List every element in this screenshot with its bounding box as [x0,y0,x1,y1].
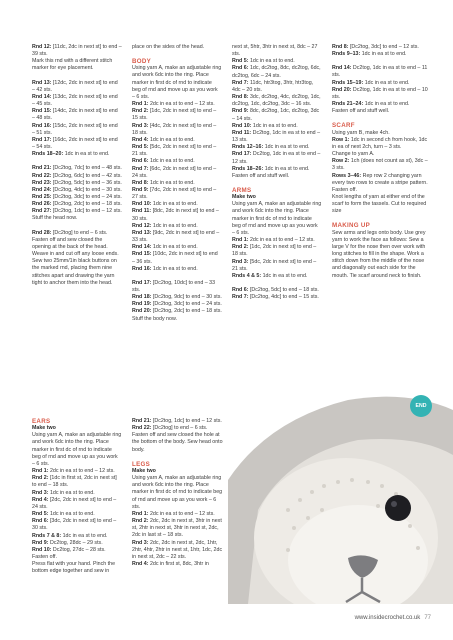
page-number: 77 [424,615,431,621]
instruction-text: Rep row 2 changing yarn every two rows to create a stripe pattern. [332,172,428,186]
instruction-line [232,130,322,144]
instruction-line [232,151,322,165]
instruction-line [132,166,222,180]
instruction-line [132,418,224,425]
instruction-line [32,194,122,201]
instruction-text: 1ch (does not count as st), 3dc – 3 sts. [332,158,428,172]
instruction-line [32,215,122,222]
instruction-text: [Dc2tog, 2dc] to end – 18 sts. [51,201,122,208]
instruction-line [232,44,322,58]
round-label: Rnd 22: [132,425,152,432]
instruction-line [132,208,222,222]
instruction-text: 2dc in ea st to end – 12 sts. [48,468,115,475]
instruction-line [332,108,432,115]
instruction-text: Stuff the head now. [32,215,78,222]
instruction-line [232,201,322,237]
instruction-text: 1dc in ea st to end. [363,101,410,108]
round-label: Row 2: [332,158,350,165]
instruction-text: 2dc in ea st to end – 12 sts. [148,101,215,108]
round-label: Rnd 5: [232,58,249,65]
round-label: Rnd 9: [232,108,249,115]
instruction-text: Dc2tog, 1dc in ea st to end – 13 sts. [232,129,321,144]
round-label: Rnd 19: [132,301,152,308]
instruction-text: 1dc in ea st to end. [61,532,108,539]
round-label: Rnd 12: [32,44,52,50]
instruction-line [132,123,222,137]
instruction-text: 1dc in ea st to end. [148,136,195,143]
instruction-line [32,490,122,497]
instruction-line [332,44,432,51]
instruction-text: 1dc in ea st to end. [148,179,195,186]
instruction-text: Using yarn A, make an adjustable ring and work 6dc into the ring. Place marker in first dc of rnd to indicate beg of rnd and move up as you work – 6 sts. [32,432,122,467]
instruction-text: [10dc, 2dc in next st] to end – 36 sts. [132,251,218,265]
instruction-text: 2dc in first st, 8dc, 3htr in [148,560,209,567]
round-label: Rnd 12: [132,222,152,229]
instruction-text: [3dc, 2dc in next st] to end – 30 sts. [32,518,117,532]
instruction-text: [Dc2tog] to end – 6 sts. [151,425,208,432]
instruction-text: 1dc in ea st to end. [151,201,198,208]
round-label: Rnd 21: [32,165,52,172]
instruction-line [232,259,322,273]
round-label: Rnd 23: [32,179,52,186]
instruction-text: [5dc, 2dc in next st] to end – 21 sts. [132,144,217,158]
instruction-line [332,87,432,101]
instruction-line [132,187,222,201]
instruction-text: [12dc, 2dc in next st] to end – 42 sts. [32,79,118,93]
instruction-text: 1dc in ea st to end. [360,51,407,58]
instruction-text: [4dc, 2dc in next st] to end – 18 sts. [132,122,217,136]
section-subheading: Make two [232,194,256,201]
column-2-top [132,44,222,323]
page-footer [355,615,431,621]
spacer [332,115,432,122]
instruction-text: next st, 5htr, 3htr in next st, 8dc – 27 sts. [232,44,318,58]
instruction-line [132,244,222,251]
instruction-text: Using yarn A, make an adjustable ring and work 6dc into the ring. Place marker in first dc of rnd to indicate beg of rnd and move up as you work – 6 sts. [232,201,322,236]
round-label: Rnds 9–13: [332,51,361,58]
instruction-line [32,123,122,137]
instruction-text: 1dc in ea st to end. [151,222,198,229]
instruction-line [32,475,122,489]
round-label: Rnd 2: [32,475,49,482]
instruction-line [32,540,122,547]
instruction-line [32,180,122,187]
section-subheading: Make two [132,467,156,474]
instruction-text: 1dc in ea st to end. [263,165,310,172]
end-badge [410,395,432,417]
instruction-line [32,173,122,180]
instruction-text: [15dc, 2dc in next st] to end – 51 sts. [32,122,118,136]
round-label: Rnd 20: [332,86,352,93]
instruction-text: 1dc in ea st to end. [261,272,308,279]
instruction-text: [Dc2tog, 9dc] to end – 30 sts. [151,294,222,301]
instruction-text: 3dc, dc2tog, 4dc, dc2tog, 1dc, dc2tog, 1dc, dc2tog, 3dc – 16 sts. [232,94,321,108]
instruction-text: Fasten off. [332,186,357,193]
round-label: Rnd 4: [132,560,149,567]
round-label: Rnd 10: [232,122,252,129]
instruction-line [232,144,322,151]
round-label: Rnd 9: [132,186,149,193]
round-label: Rnd 2: [132,518,149,525]
instruction-line [132,316,222,323]
instruction-text: Fasten off. [32,553,57,560]
instruction-line [132,65,222,101]
column-1-top [32,44,122,287]
instruction-text: [Dc2tog, 5dc] to end – 36 sts. [51,179,122,186]
instruction-text: [Dc2tog, 3dc] to end – 24 sts. [151,301,222,308]
column-2-bottom [132,418,224,568]
round-label: Rnds 4 & 5: [232,272,262,279]
instruction-line [32,58,122,72]
instruction-text: 2dc in ea st to end – 12 sts. [248,237,315,244]
footer-url: www.insidecrochet.co.uk [354,615,421,621]
round-label: Rnd 1: [32,468,49,475]
instruction-text: [7dc, 2dc in next st] to end – 27 sts. [132,186,217,201]
instruction-line [132,518,224,539]
round-label: Rnds 18–26: [232,165,264,172]
instruction-line [32,151,122,158]
round-label: Rnd 2: [232,244,249,251]
round-label: Rnds 7 & 8: [32,532,62,539]
instruction-line [332,65,432,79]
column-1-bottom [32,418,122,575]
instruction-text: 1dc in ea st to end. [151,244,198,251]
instruction-text: Fasten off and sew closed the opening at the back of the head. Weave in and cut off any loose ends. Sew two 25mm/1in black buttons on the marked rnd, placing them nine stitches apart and drawing the yarn tight to anchor them into the head. [32,236,119,286]
instruction-line [132,137,222,144]
spacer [132,51,222,58]
instruction-text: Stuff the body now. [132,315,177,322]
spacer [32,158,122,165]
instruction-line [132,201,222,208]
round-label: Rnd 13: [132,229,152,236]
round-label: Rnd 17: [32,136,52,143]
instruction-line [232,123,322,130]
instruction-text: 1dc in ea st to end. [148,158,195,165]
instruction-text: 2dc, 2dc in next st, 3htr in next st, 2htr in next st, 3htr in next st, 2dc, 2dc in last st – 18 sts. [132,518,222,539]
instruction-line [132,158,222,165]
round-label: Rnd 27: [32,208,52,215]
round-label: Rnd 6: [132,158,149,165]
round-label: Rnd 6: [232,65,249,72]
instruction-line [132,280,222,294]
instruction-text: Press flat with your hand. Pinch the bottom edge together and sew in [32,561,116,575]
round-label: Rnds 12–16: [232,144,264,151]
instruction-text: [1dc in first st, 2dc in next st] to end – 18 sts. [32,475,117,489]
instruction-text: Fasten off and sew closed the hole at the bottom of the body. Sew head onto body. [132,432,223,453]
round-label: Rnds 15–19: [332,79,364,86]
instruction-text: [Dc2tog, 2dc] to end – 18 sts. [151,308,222,315]
round-label: Rnd 16: [132,265,152,272]
instruction-text: [1dc, 2dc in next st] to end – 18 sts. [232,244,317,258]
instruction-text: [Dc2tog, 3dc] to end – 24 sts. [51,193,122,200]
instruction-line [32,165,122,172]
round-label: Rnd 4: [132,136,149,143]
instruction-line [232,94,322,108]
instruction-line [32,533,122,540]
instruction-text: Dc2tog, 1dc in ea st to end – 10 sts. [332,86,428,100]
instruction-line [32,468,122,475]
instruction-text: 1dc in second ch from hook, 1dc in ea of next 2ch, turn – 3 sts. [332,136,428,150]
instruction-text: 1dc in ea st to end. [48,511,95,518]
instruction-line [32,432,122,468]
instruction-text: [8dc, 2dc in next st] to end – 30 sts. [132,208,219,222]
round-label: Rnd 3: [32,489,49,496]
instruction-line [32,108,122,122]
instruction-text: 8dc, dc2tog, 1dc, dc2tog, 3dc – 14 sts. [232,108,320,122]
instruction-text: [5dc, 2dc in next st] to end – 21 sts. [232,258,317,272]
instruction-line [32,80,122,94]
instruction-line [332,130,432,137]
round-label: Rnd 9: [32,539,49,546]
instruction-line [132,511,224,518]
instruction-text: Change to yarn A. [332,151,375,158]
instruction-line [132,180,222,187]
round-label: Rnd 13: [32,79,52,86]
round-label: Rnd 6: [32,518,49,525]
instruction-line [332,137,432,151]
round-label: Rnd 8: [232,94,249,101]
instruction-text: [Dc2tog, 10dc] to end – 33 sts. [132,279,216,293]
instruction-text: 2dc, 2dc in next st, 2dc, 1htr, 2htr, 4htr, 2htr in next st, 1htr, 1dc, 2dc in next st, 2dc – 22 sts. [132,539,223,560]
round-label: Rnd 16: [32,122,52,129]
round-label: Rnd 24: [32,186,52,193]
spacer [132,454,224,461]
round-label: Rnds 21–24: [332,101,364,108]
instruction-text: [13dc, 2dc in next st] to end – 45 sts. [32,93,118,108]
instruction-line [332,101,432,108]
instruction-line [332,173,432,187]
round-label: Rnd 14: [332,65,352,72]
instruction-line [332,151,432,158]
round-label: Rnd 5: [132,144,149,151]
instruction-text: Using yarn B, make 4ch. [332,129,390,136]
instruction-line [232,237,322,244]
round-label: Rnd 18: [132,294,152,301]
instruction-line [232,58,322,65]
round-label: Rnd 14: [32,93,52,100]
instruction-line [332,80,432,87]
round-label: Row 1: [332,136,350,143]
instruction-line [232,273,322,280]
instruction-line [32,94,122,108]
instruction-text: Using yarn A, make an adjustable ring and work 6dc into the ring. Place marker in first dc of rnd to indicate beg of rnd and move up as you work – 6 sts. [132,65,222,100]
instruction-line [232,108,322,122]
instruction-line [132,425,224,432]
instruction-text: [Dc2tog, 7dc] to end – 48 sts. [51,165,122,172]
instruction-text: 2dc in ea st to end – 12 sts. [148,510,215,517]
instruction-line [32,230,122,237]
instruction-text: Using yarn A, make an adjustable ring and work 6dc into the ring. Place marker in first dc of rnd to indicate beg of rnd and move up as you work – 6 sts. [132,475,223,510]
instruction-text: [2dc, 2dc in next st] to end – 24 sts. [32,496,117,510]
instruction-text: [Dc2tog, 6dc] to end – 42 sts. [51,172,122,179]
instruction-line [232,244,322,258]
round-label: Rnd 25: [32,193,52,200]
round-label: Rnd 28: [32,229,52,236]
instruction-line [32,497,122,511]
section-heading: EARS [32,418,51,425]
instruction-line [32,187,122,194]
instruction-text: Sew arms and legs onto body. Use grey yarn to work the face as follows: Sew a large V for the nose then over work with long stitches to fill in the shape. Work a stitch down from the middle of the nose and diagonally out each side for the mouth. Tie scarf around neck to finish. [332,229,426,279]
round-label: Rnd 3: [132,539,149,546]
instruction-line [32,518,122,532]
instruction-line [332,158,432,172]
instruction-text: Dc2tog, 1dc in ea st to end – 11 sts. [332,65,428,79]
instruction-text: 1dc in ea st to end. [151,265,198,272]
round-label: Rnd 15: [32,108,52,115]
instruction-line [232,80,322,94]
instruction-line [332,230,432,280]
round-label: Rnd 3: [232,258,249,265]
instruction-line [32,137,122,151]
instruction-text: Knot lengths of yarn at either end of the scarf to form the tassels. Cut to required size [332,193,427,215]
round-label: Rnd 14: [132,244,152,251]
round-label: Rnd 6: [232,287,249,293]
instruction-line [32,237,122,287]
section-heading: LEGS [132,460,151,468]
instruction-line [132,561,224,568]
round-label: Rnd 1: [132,101,149,108]
instruction-text: 1dc in ea st to end. [251,122,298,129]
section-subheading: Make two [32,425,56,432]
instruction-line [32,511,122,518]
instruction-text: [11dc, 2dc in next st] to end – 39 sts. [32,44,122,58]
round-label: Rnd 1: [132,510,149,517]
round-label: Rnd 15: [132,251,152,258]
instruction-text: Fasten off and stuff well. [232,172,290,179]
round-label: Rnd 3: [132,122,149,129]
instruction-line [32,561,122,575]
round-label: Rnd 21: [132,418,152,424]
instruction-line [32,201,122,208]
instruction-text: [1dc, 2dc in next st] to end – 15 sts. [132,108,217,122]
instruction-line [132,230,222,244]
round-label: Rnd 17: [232,151,252,158]
round-label: Rnd 26: [32,201,52,208]
instruction-line [232,294,322,301]
spacer [32,223,122,230]
instruction-text: [Dc2tog, 4dc] to end – 30 sts. [51,186,122,193]
spacer [232,280,322,287]
instruction-text: Mark this rnd with a different stitch marker for eye placement. [32,58,113,72]
round-label: Rnd 11: [232,129,252,136]
instruction-text: [Dc2tog, 1dc] to end – 12 sts. [151,418,222,424]
section-heading: BODY [132,58,152,66]
spacer [332,58,432,65]
instruction-line [332,194,432,215]
instruction-text: place on the sides of the head. [132,44,205,50]
instruction-line [132,101,222,108]
round-label: Rnd 2: [132,108,149,115]
instruction-line [32,547,122,554]
instruction-line [232,173,322,180]
instruction-text: [Dc2tog] to end – 6 sts. [51,229,108,236]
instruction-line [132,44,222,51]
instruction-text: [Dc2tog, 1dc] to end – 12 sts. [51,208,122,215]
round-label: Rnd 10: [132,201,152,208]
round-label: Rnd 8: [332,44,349,50]
column-4-top [332,44,432,280]
instruction-text: [9dc, 2dc in next st] to end – 33 sts. [132,229,220,244]
instruction-text: [Dc2tog, 3dc] to end – 12 sts. [348,44,419,50]
instruction-line [132,266,222,273]
instruction-line [132,108,222,122]
instruction-line [132,301,222,308]
instruction-text: [Dc2tog, 5dc] to end – 18 sts. [248,287,319,293]
instruction-text: 1dc in ea st to end. [48,489,95,496]
round-label: Rnd 22: [32,172,52,179]
instruction-text: 1dc, dc2tog, 8dc, dc2tog, 6dc, dc2tog, 6dc – 24 sts. [232,65,321,79]
instruction-line [32,208,122,215]
instruction-text: Dc2tog, 1dc in ea st to end – 12 sts. [232,151,321,165]
instruction-text: 11dc, htr3tog, 3htr, htr3tog, 4dc – 20 sts. [232,79,314,93]
instruction-text: [6dc, 2dc in next st] to end – 24 sts. [132,165,217,179]
instruction-text: 1dc in ea st to end. [63,151,110,158]
spacer [232,180,322,187]
round-label: Rnd 10: [32,546,52,553]
section-heading: ARMS [232,186,252,194]
round-label: Rnd 1: [232,237,249,244]
instruction-text: Dc2tog, 27dc – 28 sts. [51,546,106,553]
column-3-top [232,44,322,301]
instruction-text: 1dc in ea st to end. [363,79,410,86]
spacer [32,73,122,80]
spacer [332,215,432,222]
instruction-line [332,187,432,194]
end-badge-label: END [415,403,427,409]
round-label: Rnd 7: [132,165,149,172]
round-label: Rows 3–46: [332,172,362,179]
instruction-line [132,308,222,315]
spacer [132,273,222,280]
instruction-line [332,51,432,58]
instruction-line [32,44,122,58]
round-label: Rnd 11: [132,208,152,215]
round-label: Rnd 5: [32,511,49,518]
instruction-line [32,554,122,561]
section-heading: SCARF [332,122,355,130]
instruction-line [132,475,224,511]
round-label: Rnd 4: [32,496,49,503]
instruction-line [132,144,222,158]
instruction-text: Fasten off and stuff well. [332,108,390,115]
instruction-text: 1dc in ea st to end. [248,58,295,65]
round-label: Rnd 20: [132,308,152,315]
round-label: Rnd 17: [132,279,152,286]
instruction-text: Dc2tog, 28dc – 29 sts. [48,539,103,546]
round-label: Rnd 7: [232,294,249,301]
round-label: Rnd 8: [132,179,149,186]
instruction-line [232,287,322,294]
instruction-line [132,540,224,561]
instruction-text: [Dc2tog, 4dc] to end – 15 sts. [248,294,319,301]
section-heading: MAKING UP [332,222,371,230]
instruction-text: [16dc, 2dc in next st] to end – 54 sts. [32,136,118,151]
instruction-text: 1dc in ea st to end. [263,144,310,151]
instruction-text: [14dc, 2dc in next st] to end – 48 sts. [32,108,118,122]
round-label: Rnd 7: [232,79,249,86]
instruction-line [232,65,322,79]
round-label: Rnds 18–20: [32,151,64,158]
instruction-line [132,251,222,265]
instruction-line [232,166,322,173]
instruction-line [132,294,222,301]
instruction-line [132,223,222,230]
instruction-line [132,432,224,453]
